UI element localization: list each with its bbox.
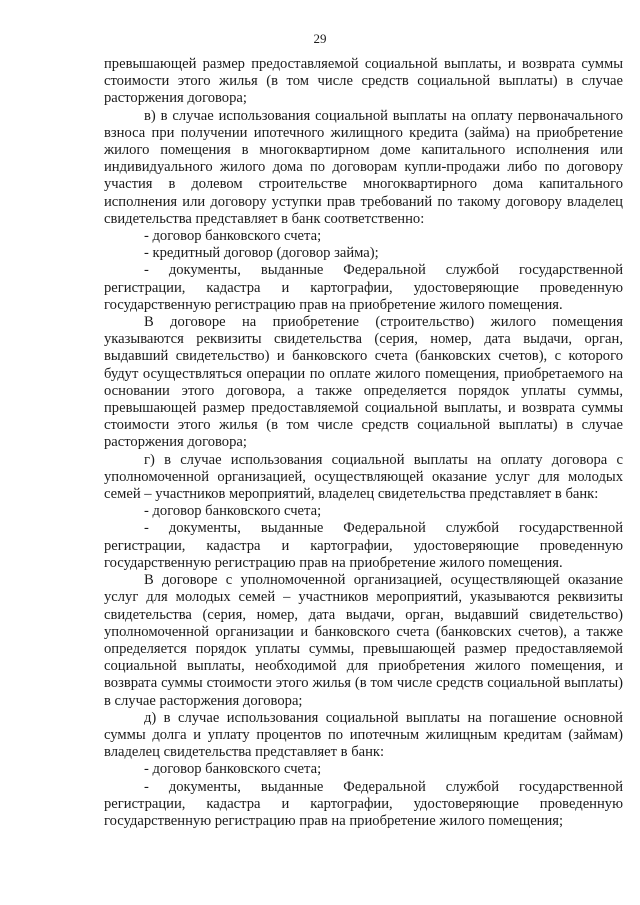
- list-item-registration-documents: - документы, выданные Федеральной службой государственной регистрации, кадастра и картографии, удостоверяющие проведенную государственную регистрацию прав на приобретение жилого помещения;: [104, 778, 623, 829]
- page-number: 29: [313, 31, 327, 46]
- paragraph-item-v: в) в случае использования социальной выплаты на оплату первоначального взноса при получении ипотечного жилищного кредита (займа) на приобретение жилого помещения в многоквартирном доме капитального исполнения или индивидуального жилого дома по договорам купли-продажи либо по договору участия в долевом строительстве многоквартирного дома капитального исполнения или договору уступки прав требований по такому договору владелец свидетельства представляет в банк соответственно:: [104, 107, 623, 227]
- list-item-registration-documents: - документы, выданные Федеральной службой государственной регистрации, кадастра и картографии, удостоверяющие проведенную государственную регистрацию прав на приобретение жилого помещения.: [104, 520, 623, 571]
- paragraph-purchase-contract: В договоре на приобретение (строительство) жилого помещения указываются реквизиты свидетельства (серия, номер, дата выдачи, орган, выдавший свидетельство) и банковского счета (банковских счетов), с которого будут осуществляться операции по оплате жилого помещения, приобретаемого на основании этого договора, а также определяется порядок уплаты суммы, превышающей размер предоставляемой социальной выплаты, и возврата суммы стоимости этого жилья (в том числе средств социальной выплаты) в случае расторжения договора;: [104, 314, 623, 451]
- document-body: [104, 56, 623, 830]
- list-item-bank-account-contract: - договор банковского счета;: [144, 503, 322, 520]
- list-item-bank-account-contract: - договор банковского счета;: [144, 228, 322, 245]
- paragraph-continuation: превышающей размер предоставляемой социальной выплаты, и возврата суммы стоимости этого жилья (в том числе средств социальной выплаты) в случае расторжения договора;: [104, 56, 623, 107]
- paragraph-item-g: г) в случае использования социальной выплаты на оплату договора с уполномоченной организацией, осуществляющей оказание услуг для молодых семей – участников мероприятий, владелец свидетельства представляет в банк:: [104, 451, 623, 503]
- list-item-registration-documents: - документы, выданные Федеральной службой государственной регистрации, кадастра и картографии, удостоверяющие проведенную государственную регистрацию прав на приобретение жилого помещения.: [104, 262, 623, 313]
- list-item-credit-contract: - кредитный договор (договор займа);: [144, 245, 379, 262]
- list-item-bank-account-contract: - договор банковского счета;: [144, 761, 322, 778]
- paragraph-item-d: д) в случае использования социальной выплаты на погашение основной суммы долга и уплату процентов по ипотечным жилищным кредитам (займам) владелец свидетельства представляет в банк:: [104, 709, 623, 761]
- paragraph-authorized-organization-contract: В договоре с уполномоченной организацией, осуществляющей оказание услуг для молодых семей – участников мероприятий, указываются реквизиты свидетельства (серия, номер, дата выдачи, орган, выдавший свидетельство) уполномоченной организации и банковского счета (банковских счетов), а также определяется порядок уплаты суммы, превышающей размер предоставляемой социальной выплаты, необходимой для приобретения жилого помещения, и возврата суммы стоимости этого жилья (в том числе средств социальной выплаты) в случае расторжения договора;: [104, 572, 623, 709]
